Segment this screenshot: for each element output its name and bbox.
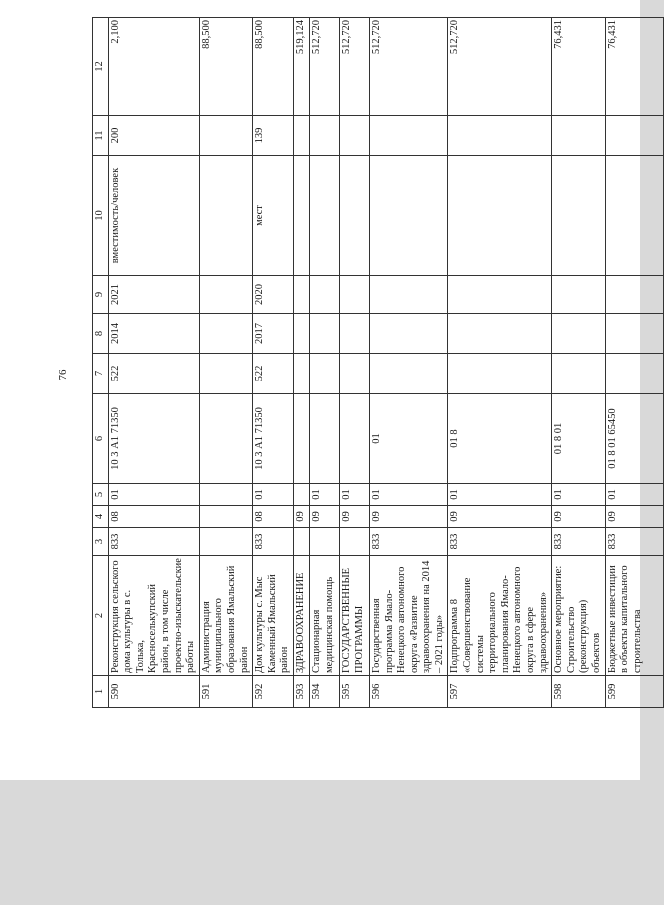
cell-col7 (293, 354, 309, 394)
table-row (552, 18, 605, 708)
cell-col5: 01 (448, 484, 552, 506)
cell-col5 (293, 484, 309, 506)
cell-col6: 01 8 01 65450 (605, 394, 663, 484)
cell-col10: мест (253, 156, 294, 276)
row-name: Основное мероприятие: Строительство (реконструкция) объектов (552, 556, 605, 676)
table-container (92, 18, 643, 708)
cell-col11 (552, 116, 605, 156)
column-header: 1 (93, 676, 109, 708)
cell-col10: вместимость/человек (108, 156, 199, 276)
cell-col3: 833 (552, 528, 605, 556)
cell-col4: 09 (369, 506, 448, 528)
row-number: 595 (339, 676, 369, 708)
cell-col7 (309, 354, 339, 394)
cell-col10 (552, 156, 605, 276)
row-name: Бюджетные инвестиции в объекты капитального строительства (605, 556, 663, 676)
budget-table (92, 17, 664, 708)
row-name: Стационарная медицинская помощь (309, 556, 339, 676)
cell-col5: 01 (605, 484, 663, 506)
cell-col11: 139 (253, 116, 294, 156)
cell-col11 (605, 116, 663, 156)
table-row (309, 18, 339, 708)
row-number: 590 (108, 676, 199, 708)
cell-col6: 01 (369, 394, 448, 484)
cell-col4: 09 (339, 506, 369, 528)
cell-col6 (309, 394, 339, 484)
cell-col11 (309, 116, 339, 156)
cell-col9: 2020 (253, 276, 294, 314)
cell-col10 (339, 156, 369, 276)
table-row (448, 18, 552, 708)
cell-col5: 01 (552, 484, 605, 506)
header-row (93, 18, 109, 708)
cell-col3 (309, 528, 339, 556)
cell-col4 (199, 506, 252, 528)
cell-col3: 833 (108, 528, 199, 556)
cell-col3: 833 (448, 528, 552, 556)
cell-col12: 512,720 (448, 18, 552, 116)
cell-col6 (293, 394, 309, 484)
cell-col9 (448, 276, 552, 314)
cell-col11: 200 (108, 116, 199, 156)
row-name: ЗДРАВООХРАНЕНИЕ (293, 556, 309, 676)
column-header: 4 (93, 506, 109, 528)
table-row (369, 18, 448, 708)
cell-col10 (309, 156, 339, 276)
cell-col3 (339, 528, 369, 556)
row-number: 591 (199, 676, 252, 708)
row-name: Администрация муниципального образования Ямальский район (199, 556, 252, 676)
cell-col6 (339, 394, 369, 484)
cell-col10 (448, 156, 552, 276)
cell-col11 (448, 116, 552, 156)
cell-col7 (339, 354, 369, 394)
cell-col7 (448, 354, 552, 394)
cell-col10 (199, 156, 252, 276)
cell-col9 (309, 276, 339, 314)
column-header: 10 (93, 156, 109, 276)
cell-col9 (369, 276, 448, 314)
cell-col8 (293, 314, 309, 354)
column-header: 9 (93, 276, 109, 314)
cell-col3: 833 (605, 528, 663, 556)
row-number: 593 (293, 676, 309, 708)
cell-col11 (339, 116, 369, 156)
cell-col12: 88,500 (253, 18, 294, 116)
cell-col8 (369, 314, 448, 354)
cell-col7 (605, 354, 663, 394)
column-header: 6 (93, 394, 109, 484)
cell-col12: 88,500 (199, 18, 252, 116)
row-number: 594 (309, 676, 339, 708)
cell-col8 (339, 314, 369, 354)
cell-col8 (552, 314, 605, 354)
cell-col8: 2014 (108, 314, 199, 354)
column-header: 2 (93, 556, 109, 676)
cell-col8 (199, 314, 252, 354)
table-row (199, 18, 252, 708)
cell-col12: 512,720 (339, 18, 369, 116)
cell-col6: 01 8 01 (552, 394, 605, 484)
cell-col5: 01 (253, 484, 294, 506)
cell-col6: 10 3 А1 71350 (108, 394, 199, 484)
cell-col5: 01 (108, 484, 199, 506)
cell-col7 (552, 354, 605, 394)
cell-col3 (199, 528, 252, 556)
row-number: 598 (552, 676, 605, 708)
cell-col10 (605, 156, 663, 276)
cell-col6: 10 3 А1 71350 (253, 394, 294, 484)
cell-col4: 09 (293, 506, 309, 528)
cell-col9 (605, 276, 663, 314)
column-header: 11 (93, 116, 109, 156)
cell-col5: 01 (339, 484, 369, 506)
cell-col4: 08 (253, 506, 294, 528)
row-name: Государственная программа Ямало-Ненецкого автономного округа «Развитие здравоохранения на 2014 – 2021 годы» (369, 556, 448, 676)
cell-col12: 2,100 (108, 18, 199, 116)
cell-col4: 08 (108, 506, 199, 528)
cell-col4: 09 (309, 506, 339, 528)
row-name: ГОСУДАРСТВЕННЫЕ ПРОГРАММЫ (339, 556, 369, 676)
row-name: Подпрограмма 8 «Совершенствование системы территориального планирования Ямало-Ненецкого автономного округа в сфере здравоохранения» (448, 556, 552, 676)
cell-col9 (293, 276, 309, 314)
cell-col7 (199, 354, 252, 394)
column-header: 8 (93, 314, 109, 354)
column-header: 3 (93, 528, 109, 556)
cell-col4: 09 (448, 506, 552, 528)
table-row (339, 18, 369, 708)
page-number: 76 (57, 369, 69, 381)
cell-col12: 76,431 (552, 18, 605, 116)
cell-col6: 01 8 (448, 394, 552, 484)
row-number: 599 (605, 676, 663, 708)
cell-col9 (339, 276, 369, 314)
cell-col7: 522 (253, 354, 294, 394)
cell-col8: 2017 (253, 314, 294, 354)
cell-col5: 01 (309, 484, 339, 506)
cell-col8 (309, 314, 339, 354)
cell-col3 (293, 528, 309, 556)
cell-col8 (605, 314, 663, 354)
cell-col9: 2021 (108, 276, 199, 314)
table-row (293, 18, 309, 708)
cell-col3: 833 (369, 528, 448, 556)
cell-col4: 09 (605, 506, 663, 528)
cell-col5 (199, 484, 252, 506)
row-number: 592 (253, 676, 294, 708)
cell-col12: 512,720 (369, 18, 448, 116)
row-name: Реконструкция сельского дома культуры в с. Толька, Красноселькупский район, в том числе проектно-изыскательские работы (108, 556, 199, 676)
cell-col10 (293, 156, 309, 276)
cell-col5: 01 (369, 484, 448, 506)
table-row (253, 18, 294, 708)
table-row (605, 18, 663, 708)
cell-col11 (369, 116, 448, 156)
cell-col3: 833 (253, 528, 294, 556)
column-header: 5 (93, 484, 109, 506)
cell-col7 (369, 354, 448, 394)
cell-col11 (199, 116, 252, 156)
column-header: 7 (93, 354, 109, 394)
column-header: 12 (93, 18, 109, 116)
cell-col12: 512,720 (309, 18, 339, 116)
cell-col6 (199, 394, 252, 484)
cell-col9 (552, 276, 605, 314)
cell-col4: 09 (552, 506, 605, 528)
table-row (108, 18, 199, 708)
cell-col10 (369, 156, 448, 276)
cell-col8 (448, 314, 552, 354)
cell-col12: 519,124 (293, 18, 309, 116)
row-number: 597 (448, 676, 552, 708)
cell-col11 (293, 116, 309, 156)
cell-col7: 522 (108, 354, 199, 394)
row-number: 596 (369, 676, 448, 708)
cell-col12: 76,431 (605, 18, 663, 116)
cell-col9 (199, 276, 252, 314)
row-name: Дом культуры с. Мыс Каменный Ямальский район (253, 556, 294, 676)
